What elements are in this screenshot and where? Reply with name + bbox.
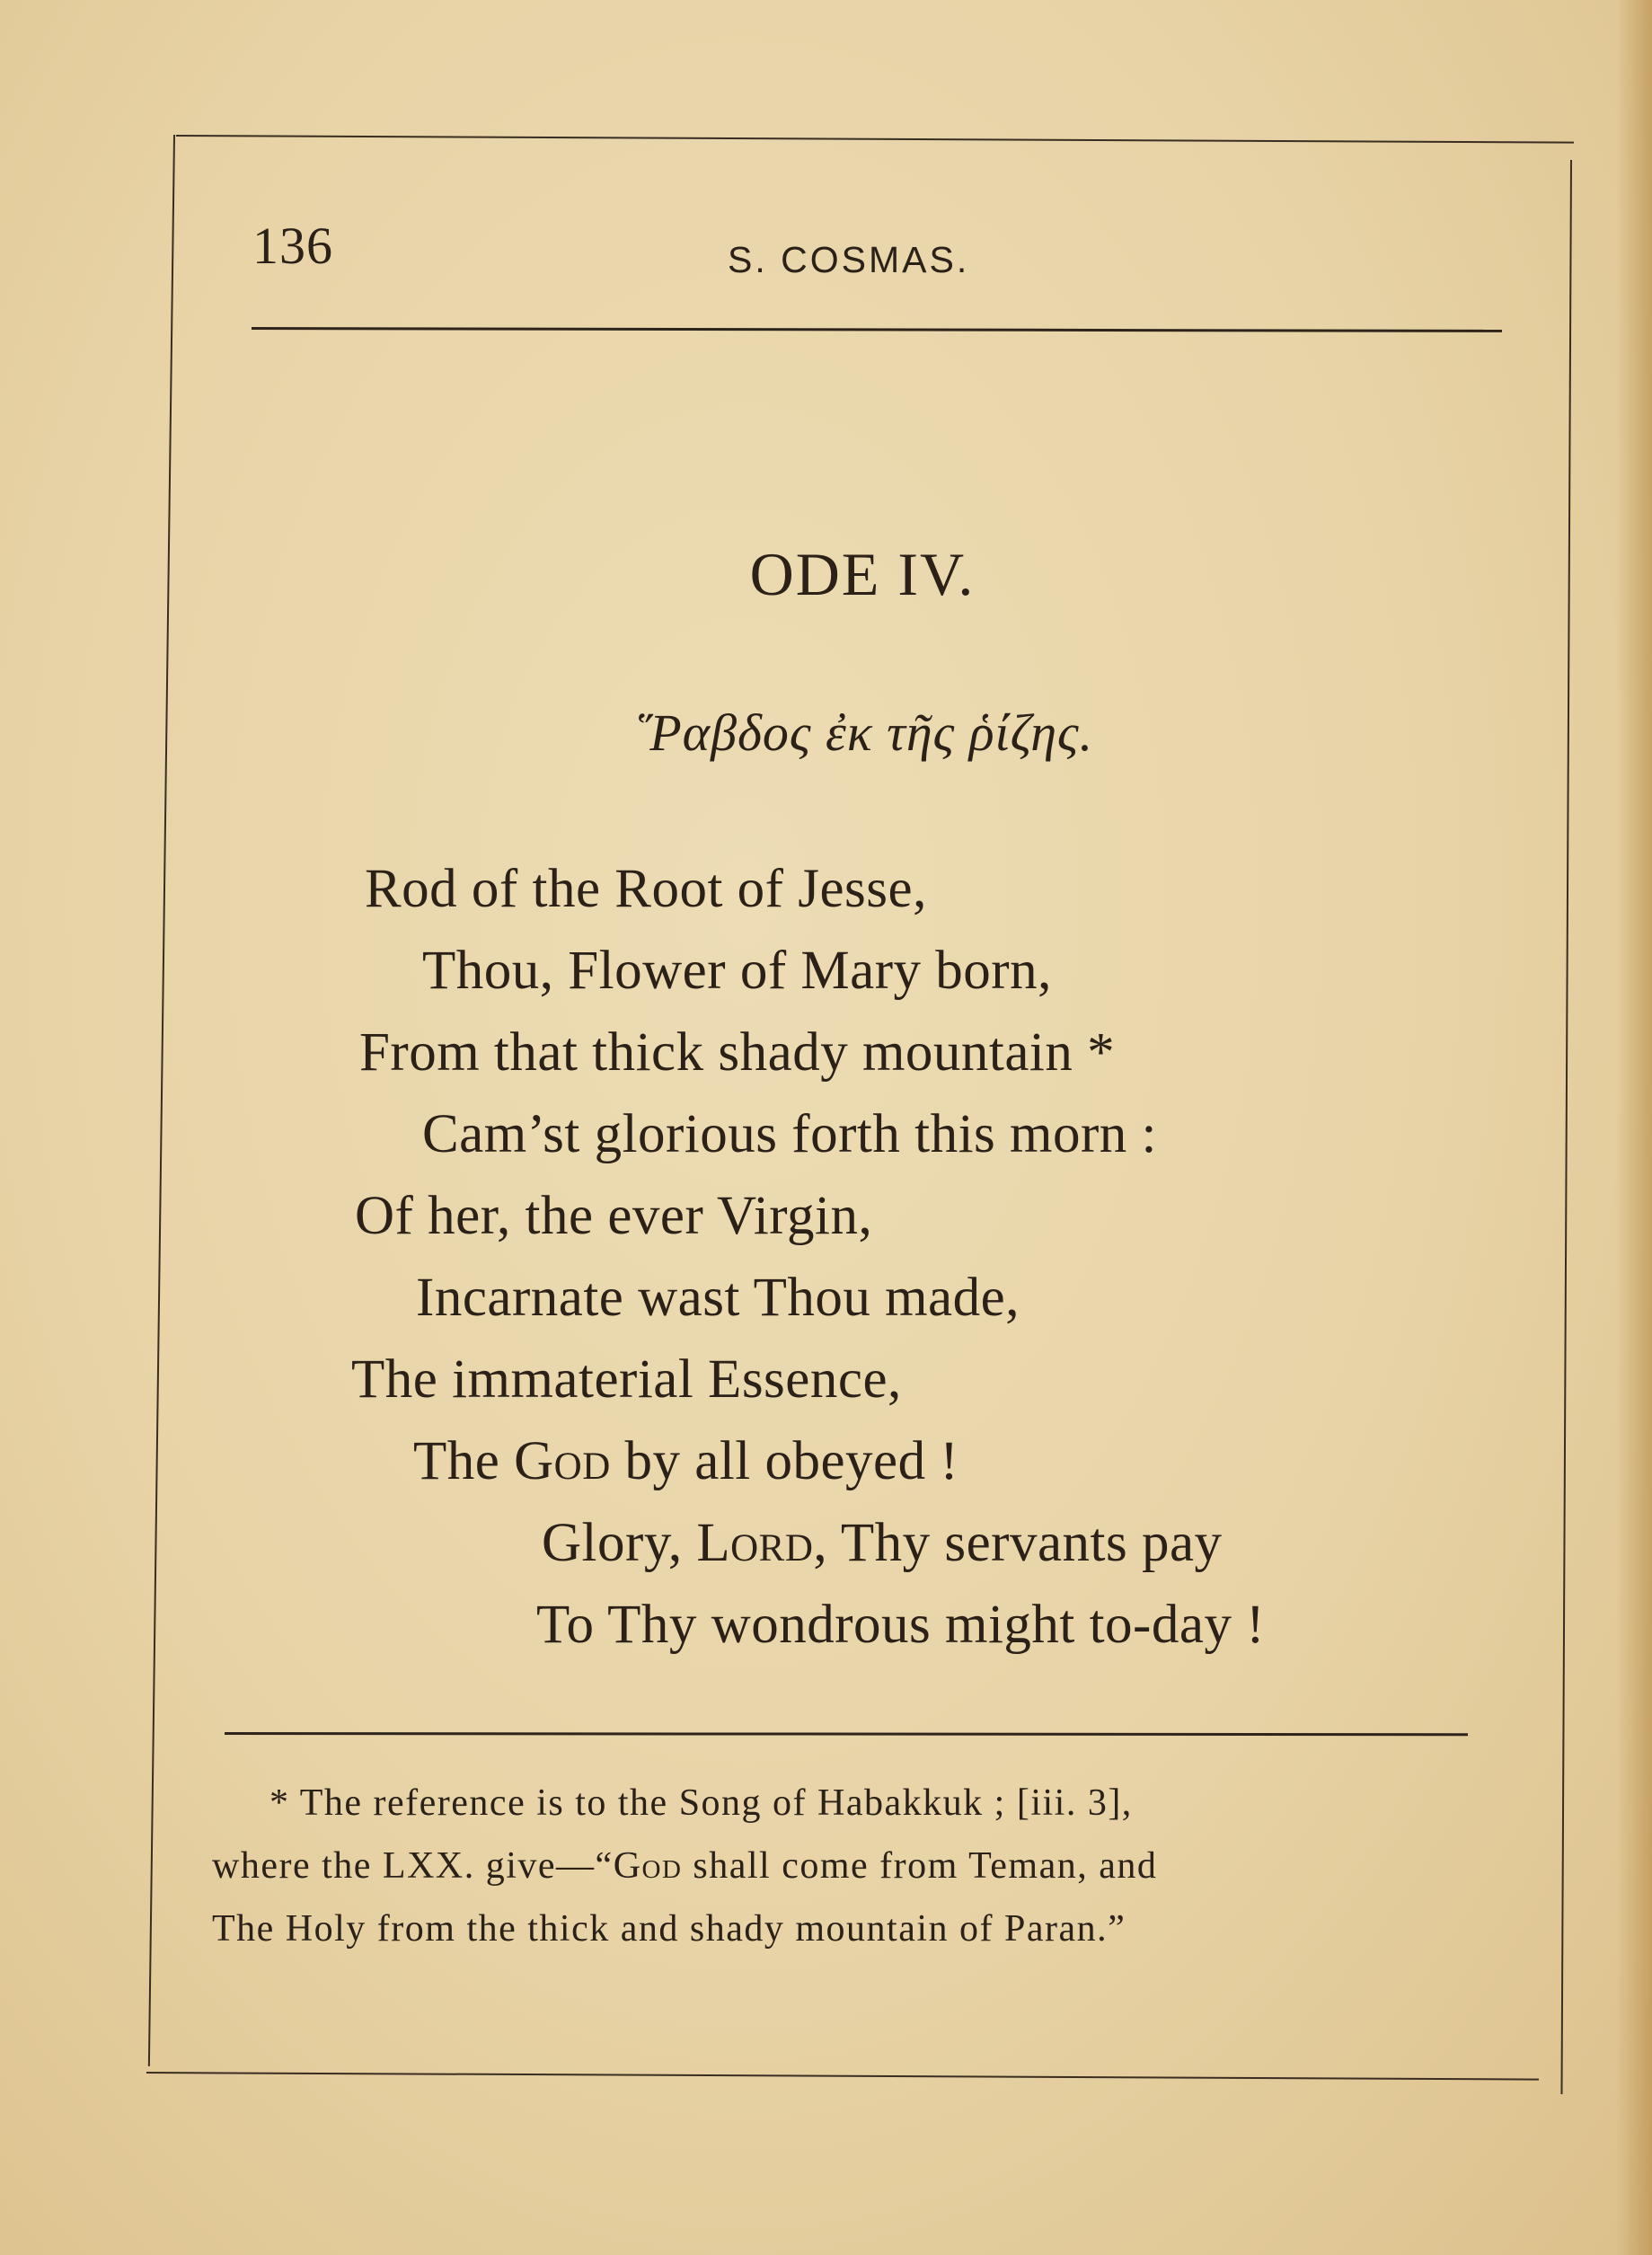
verse-text: , Thy servants pay xyxy=(813,1513,1223,1573)
verse-line: From that thick shady mountain * xyxy=(359,1022,1116,1083)
verse-line xyxy=(413,1430,959,1493)
ode-title xyxy=(0,539,1652,610)
verse-line: Of her, the ever Virgin, xyxy=(355,1186,873,1246)
footnote-line xyxy=(212,1844,1157,1888)
verse-text: The xyxy=(413,1431,515,1491)
footnote-line: * The reference is to the Song of Habakkuk ; [iii. 3], xyxy=(269,1782,1133,1824)
verse-line: Thou, Flower of Mary born, xyxy=(422,941,1052,1001)
verse-text: by all obeyed ! xyxy=(610,1431,959,1491)
ode-title-text: ODE IV. xyxy=(749,540,976,608)
verse-smallcaps: Lord xyxy=(696,1513,814,1573)
verse-line: Incarnate wast Thou made, xyxy=(416,1268,1020,1328)
page-number: 136 xyxy=(252,217,333,275)
running-head: S. COSMAS. xyxy=(728,239,970,280)
verse-line: The immaterial Essence, xyxy=(351,1349,902,1410)
page-edge-shadow xyxy=(1616,0,1652,2255)
greek-incipit: ῞Ραβδος ἐκ τῆς ῥίζης. xyxy=(631,703,1094,762)
verse-line: Cam’st glorious forth this morn : xyxy=(422,1104,1157,1164)
verse-smallcaps: God xyxy=(514,1431,611,1491)
footnote-text: shall come from Teman, and xyxy=(682,1845,1158,1887)
footnote-line: The Holy from the thick and shady mountain of Paran.” xyxy=(212,1908,1126,1950)
verse-line: Rod of the Root of Jesse, xyxy=(365,859,927,919)
footnote-text: where the LXX. give—“ xyxy=(212,1845,614,1887)
footnote-smallcaps: God xyxy=(613,1845,683,1887)
refrain-line xyxy=(542,1512,1223,1575)
verse-text: Glory, xyxy=(542,1513,697,1573)
refrain-line: To Thy wondrous might to-day ! xyxy=(536,1595,1266,1655)
